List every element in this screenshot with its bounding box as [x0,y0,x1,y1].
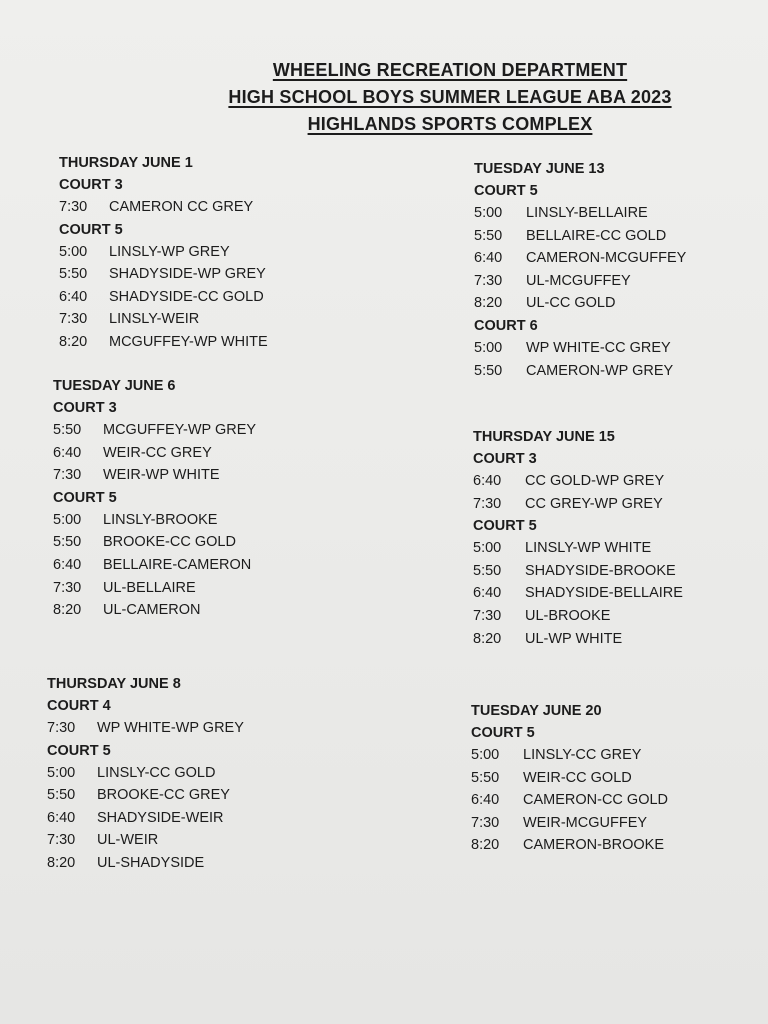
game-matchup: LINSLY-BELLAIRE [526,205,648,221]
game-time: 6:40 [53,444,82,461]
game-time: 8:20 [59,333,88,350]
game-time: 7:30 [53,467,82,484]
game-matchup: LINSLY-WP GREY [109,243,230,260]
game-row [474,202,768,225]
game-row [47,717,347,740]
court-label: COURT 5 [471,725,535,741]
game-time: 5:50 [474,227,503,244]
game-matchup: SHADYSIDE-BELLAIRE [525,585,683,602]
game-matchup: CC GOLD-WP GREY [525,473,665,489]
game-row [47,762,347,785]
game-matchup: WEIR-CC GREY [103,444,212,461]
game-matchup: MCGUFFEY-WP GREY [103,422,257,438]
game-row [53,531,353,554]
game-row [474,270,768,293]
game-time: 6:40 [59,288,88,305]
game-matchup: UL-BELLAIRE [103,579,196,596]
game-matchup: UL-BROOKE [525,607,611,624]
game-row [471,789,768,812]
day-title: TUESDAY JUNE 6 [53,378,176,394]
game-matchup: BROOKE-CC GREY [97,787,230,804]
game-row [47,852,347,875]
game-row [47,829,347,852]
game-row [47,784,347,807]
game-time: 7:30 [47,720,76,736]
game-matchup: SHADYSIDE-BROOKE [525,562,676,579]
game-matchup: WEIR-WP WHITE [103,467,220,484]
court-label: COURT 5 [474,183,538,199]
game-matchup: LINSLY-WEIR [109,311,200,328]
game-row [53,419,353,442]
game-matchup: WP WHITE-WP GREY [97,720,244,736]
document-header [200,57,700,138]
game-time: 7:30 [59,199,88,215]
game-row [471,767,768,790]
game-row [53,509,353,532]
game-time: 7:30 [473,607,502,624]
game-time: 5:50 [474,362,503,379]
court-label: COURT 3 [473,451,537,467]
game-row [474,360,768,383]
game-row [473,470,768,493]
game-matchup: UL-SHADYSIDE [97,854,205,871]
game-row [53,464,353,487]
game-row [59,286,359,309]
day-block [471,700,768,857]
day-title: THURSDAY JUNE 8 [47,676,181,692]
game-time: 7:30 [474,272,503,289]
game-time: 5:00 [474,339,503,356]
game-matchup: WEIR-MCGUFFEY [523,814,648,831]
game-matchup: CAMERON CC GREY [109,199,254,215]
court-label: COURT 5 [59,221,123,238]
game-row [473,628,768,651]
game-row [474,247,768,270]
day-block [47,673,347,875]
game-time: 8:20 [47,854,76,871]
game-matchup: SHADYSIDE-WP GREY [109,266,266,283]
game-row [59,331,359,354]
court-label: COURT 4 [47,698,111,714]
league-title: HIGH SCHOOL BOYS SUMMER LEAGUE ABA 2023 [228,87,672,107]
game-row [59,241,359,264]
game-time: 5:50 [59,266,88,283]
game-matchup: BELLAIRE-CC GOLD [526,227,667,244]
game-matchup: LINSLY-BROOKE [103,511,218,528]
game-row [474,337,768,360]
game-row [473,537,768,560]
game-matchup: CAMERON-BROOKE [523,837,664,854]
day-block [474,158,768,382]
game-time: 5:00 [473,540,502,557]
game-matchup: UL-WP WHITE [525,630,623,647]
game-time: 5:50 [471,769,500,786]
game-time: 8:20 [473,630,502,647]
department-title: WHEELING RECREATION DEPARTMENT [272,60,628,80]
game-matchup: UL-WEIR [97,832,159,849]
game-matchup: UL-CC GOLD [526,295,616,312]
game-time: 7:30 [53,579,82,596]
court-label: COURT 5 [53,489,117,506]
game-row [473,582,768,605]
game-time: 6:40 [53,556,82,573]
court-label: COURT 6 [474,317,538,334]
game-time: 5:50 [473,562,502,579]
game-matchup: MCGUFFEY-WP WHITE [109,333,268,350]
game-row [47,807,347,830]
game-time: 7:30 [473,495,502,512]
game-row [474,292,768,315]
game-time: 8:20 [471,837,500,854]
game-row [471,834,768,857]
game-time: 7:30 [47,832,76,849]
game-matchup: SHADYSIDE-CC GOLD [109,288,264,305]
game-row [53,442,353,465]
game-time: 8:20 [53,602,82,619]
game-row [473,605,768,628]
venue-title: HIGHLANDS SPORTS COMPLEX [307,114,593,134]
game-time: 7:30 [59,311,88,328]
game-time: 5:00 [474,205,503,221]
game-matchup: LINSLY-CC GREY [523,747,642,763]
game-row [473,493,768,516]
game-row [53,599,353,622]
game-row [53,554,353,577]
game-matchup: CC GREY-WP GREY [525,495,663,512]
game-matchup: LINSLY-CC GOLD [97,764,216,781]
game-matchup: UL-CAMERON [103,602,201,619]
game-time: 6:40 [471,792,500,809]
day-title: TUESDAY JUNE 13 [474,161,605,177]
game-time: 5:50 [53,422,82,438]
court-label: COURT 3 [53,400,117,416]
game-time: 5:00 [59,243,88,260]
game-row [59,263,359,286]
game-matchup: BROOKE-CC GOLD [103,534,236,551]
day-block [473,426,768,650]
game-row [53,577,353,600]
game-row [474,225,768,248]
court-label: COURT 5 [47,742,111,759]
game-time: 6:40 [473,585,502,602]
game-time: 8:20 [474,295,503,312]
game-matchup: BELLAIRE-CAMERON [103,556,252,573]
day-title: THURSDAY JUNE 1 [59,155,193,171]
game-time: 5:00 [47,764,76,781]
game-row [471,812,768,835]
day-title: TUESDAY JUNE 20 [471,703,602,719]
day-title: THURSDAY JUNE 15 [473,429,615,445]
game-time: 6:40 [47,809,76,826]
game-time: 5:00 [471,747,500,763]
court-label: COURT 5 [473,518,537,535]
game-time: 5:50 [53,534,82,551]
game-matchup: LINSLY-WP WHITE [525,540,652,557]
game-matchup: CAMERON-MCGUFFEY [526,250,687,267]
game-time: 5:50 [47,787,76,804]
game-matchup: CAMERON-WP GREY [526,362,674,379]
game-time: 7:30 [471,814,500,831]
game-matchup: WP WHITE-CC GREY [526,339,671,356]
game-matchup: CAMERON-CC GOLD [523,792,669,809]
game-matchup: SHADYSIDE-WEIR [97,809,224,826]
game-row [59,196,359,219]
game-time: 5:00 [53,511,82,528]
day-block [59,152,359,354]
court-label: COURT 3 [59,177,123,193]
game-row [59,308,359,331]
day-block [53,375,353,622]
game-time: 6:40 [473,473,502,489]
game-time: 6:40 [474,250,503,267]
game-matchup: UL-MCGUFFEY [526,272,631,289]
game-row [471,744,768,767]
game-matchup: WEIR-CC GOLD [523,769,632,786]
game-row [473,560,768,583]
